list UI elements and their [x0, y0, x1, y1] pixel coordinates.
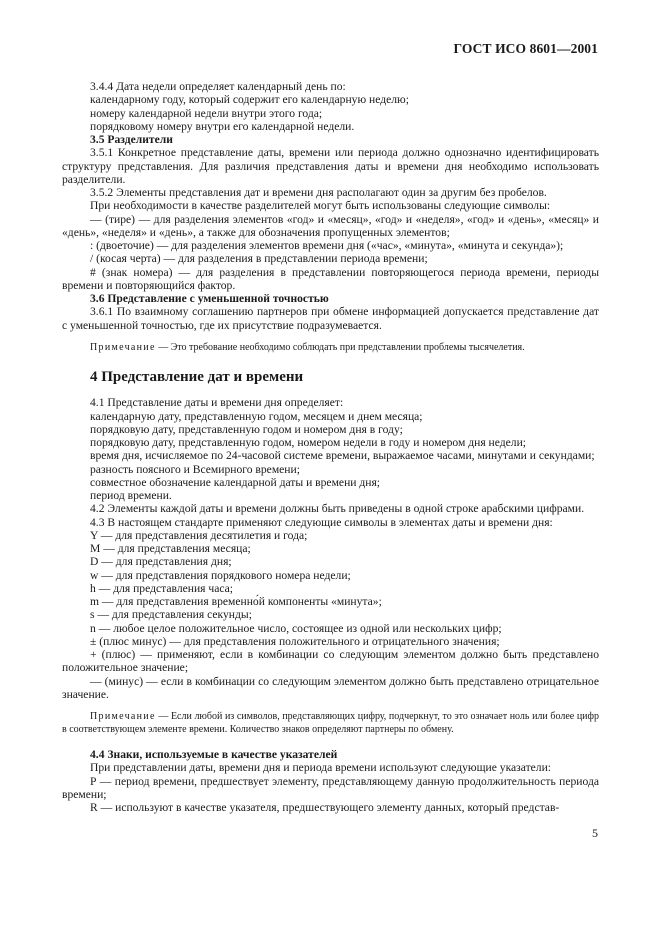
paragraph: порядковому номеру внутри его календарной недели.	[90, 119, 355, 133]
note-label: Примечание	[90, 341, 156, 353]
paragraph: период времени.	[90, 489, 172, 502]
section-heading: 4 Представление дат и времени	[90, 369, 304, 386]
paragraph: — (тире) — для разделения элементов «год» и «месяц», «год» и «неделя», «год» и «день», «месяц» и «день», «неделя» и «день», а также для обозначения пропущенных элементов;	[62, 212, 599, 239]
paragraph: разность поясного и Всемирного времени;	[90, 462, 300, 476]
note	[62, 711, 599, 736]
paragraph: 3.5.1 Конкретное представление даты, времени или периода должно однозначно идентифицировать структуру представления. Для различия представления даты и времени дня необходимо использовать разделители.	[62, 146, 599, 186]
symbol-definition: h — для представления часа;	[90, 581, 234, 595]
symbol-definition: М — для представления месяца;	[90, 542, 251, 555]
note-text: — Если любой из символов, представляющих цифру, подчеркнут, то это означает ноль или более цифр в соответствующем элементе времени. Количество знаков определяют партнеры по обмену.	[62, 711, 599, 735]
symbol-definition: — (минус) — если в комбинации со следующим элементом должно быть представлено отрицательное значение.	[62, 674, 599, 701]
paragraph: календарному году, который содержит его календарную неделю;	[90, 93, 409, 107]
subsection-heading: 3.5 Разделители	[90, 133, 173, 146]
paragraph: / (косая черта) — для разделения в представлении периода времени;	[90, 252, 428, 266]
page-number: 5	[592, 826, 598, 840]
paragraph: # (знак номера) — для разделения в представлении повторяющегося периода времени, периоды времени и повторяющийся фактор.	[62, 265, 599, 292]
paragraph: R — используют в качестве указателя, предшествующего элементу данных, который представ-	[90, 801, 560, 814]
symbol-definition: Y — для представления десятилетия и года;	[90, 528, 308, 542]
paragraph: : (двоеточие) — для разделения элементов времени дня («час», «минута», «минута и секунда»);	[90, 239, 564, 252]
page-content	[62, 80, 599, 814]
paragraph: порядковую дату, представленную годом и номером дня в году;	[90, 422, 403, 436]
paragraph: время дня, исчисляемое по 24-часовой системе времени, выражаемое часами, минутами и секундами;	[90, 449, 595, 463]
paragraph: Р — период времени, предшествует элементу, представляющему данную продолжительность периода времени;	[62, 774, 599, 801]
paragraph: 3.5.2 Элементы представления дат и времени дня располагают один за другим без пробелов.	[90, 186, 547, 199]
paragraph: порядковую дату, представленную годом, номером недели в году и номером дня недели;	[90, 436, 527, 449]
symbol-definition: m — для представления временно́й компоненты «минута»;	[90, 595, 382, 608]
paragraph: 4.3 В настоящем стандарте применяют следующие символы в элементах даты и времени дня:	[90, 515, 553, 529]
paragraph: 3.4.4 Дата недели определяет календарный день по:	[90, 80, 346, 93]
symbol-definition: s — для представления секунды;	[90, 608, 252, 622]
symbol-definition: w — для представления порядкового номера недели;	[90, 568, 351, 582]
note	[62, 342, 599, 355]
paragraph: номеру календарной недели внутри этого года;	[90, 106, 323, 120]
note-label: Примечание	[90, 711, 156, 722]
symbol-definition: n — любое целое положительное число, состоящее из одной или нескольких цифр;	[90, 621, 502, 635]
standard-header: ГОСТ ИСО 8601—2001	[453, 41, 598, 56]
paragraph: 3.6.1 По взаимному соглашению партнеров при обмене информацией допускается представление дат с уменьшенной точностью, где их присутствие подразумевается.	[62, 305, 599, 332]
paragraph: календарную дату, представленную годом, месяцем и днем месяца;	[90, 409, 423, 423]
paragraph: совместное обозначение календарной даты и времени дня;	[90, 475, 381, 489]
symbol-definition: ± (плюс минус) — для представления положительного и отрицательного значения;	[90, 634, 500, 648]
note-text: — Это требование необходимо соблюдать при представлении проблемы тысячелетия.	[158, 341, 525, 353]
symbol-definition: D — для представления дня;	[90, 555, 232, 569]
paragraph: При представлении даты, времени дня и периода времени используют следующие указатели:	[90, 761, 552, 775]
paragraph: 4.2 Элементы каждой даты и времени должны быть приведены в одной строке арабскими цифрами.	[90, 502, 585, 516]
subsection-heading: 3.6 Представление с уменьшенной точностью	[90, 292, 329, 305]
symbol-definition: + (плюс) — применяют, если в комбинации со следующим элементом должно быть представлено положительное значение;	[62, 648, 599, 675]
paragraph: При необходимости в качестве разделителей могут быть использованы следующие символы:	[90, 199, 551, 213]
subsection-heading: 4.4 Знаки, используемые в качестве указателей	[90, 748, 338, 761]
paragraph: 4.1 Представление даты и времени дня определяет:	[90, 396, 344, 410]
